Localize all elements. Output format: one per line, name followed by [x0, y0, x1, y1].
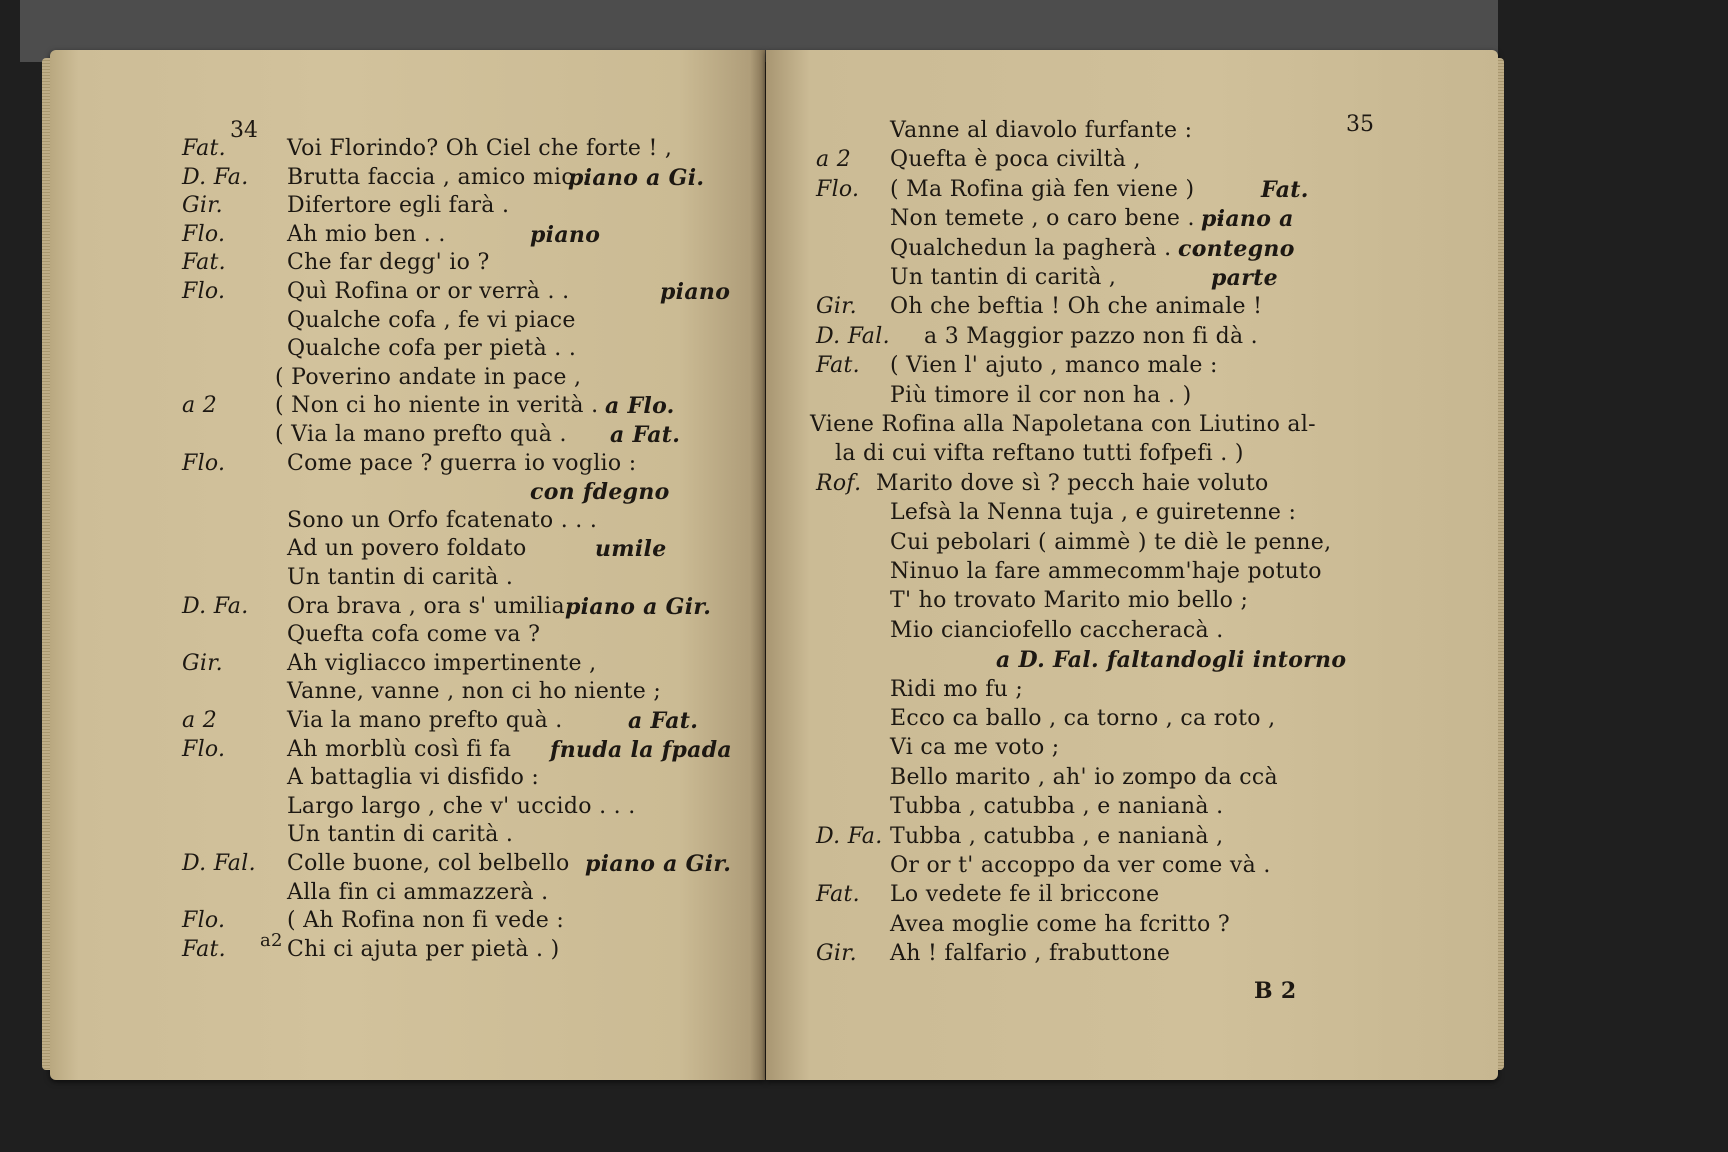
speaker-label: Flo.	[182, 450, 226, 476]
speaker-label: Flo.	[182, 221, 226, 247]
speaker-label: Flo.	[182, 736, 226, 762]
verse-line: Ad un povero foldato	[287, 536, 527, 562]
speaker-label: D. Fa.	[182, 593, 249, 619]
right-page-edge	[1498, 58, 1504, 1070]
stage-direction: fnuda la fpada	[550, 736, 732, 763]
verse-line: Brutta faccia , amico mio .	[287, 164, 590, 190]
verse-line: Ninuo la fare ammecomm'haje potuto	[890, 559, 1322, 584]
verse-line: ( Poverino andate in pace ,	[275, 364, 582, 390]
speaker-label: Fat.	[182, 250, 226, 276]
stage-direction: piano a Gir.	[565, 593, 712, 620]
verse-line: Oh che beftia ! Oh che animale !	[890, 294, 1263, 320]
verse-line: Vanne al diavolo furfante :	[890, 118, 1193, 143]
speaker-label: D. Fa.	[816, 823, 883, 849]
stage-direction: a Flo.	[605, 393, 675, 420]
verse-line: Tubba , catubba , e nanianà ,	[890, 823, 1224, 849]
verse-line: Lo vedete fe il briccone	[890, 882, 1160, 908]
verse-line: Ah morblù così fi fa	[287, 736, 512, 762]
verse-line: Ecco ca ballo , ca torno , ca roto ,	[890, 706, 1276, 731]
verse-line: Via la mano prefto quà .	[287, 708, 563, 733]
verse-line: Vi ca me voto ;	[890, 735, 1060, 761]
verse-line: Chi ci ajuta per pietà . )	[287, 936, 560, 962]
verse-line: Alla fin ci ammazzerà .	[287, 879, 549, 905]
verse-line: Quì Rofina or or verrà . .	[287, 279, 570, 304]
verse-line: Un tantin di carità ,	[890, 265, 1117, 290]
verse-line: Ora brava , ora s' umilia	[287, 593, 565, 619]
stage-direction: contegno	[1178, 235, 1295, 262]
verse-line: Tubba , catubba , e nanianà .	[890, 794, 1224, 820]
stage-direction: umile	[595, 536, 667, 563]
speaker-label: Gir.	[816, 294, 857, 320]
speaker-label: Fat.	[816, 353, 860, 379]
speaker-label: Fat.	[182, 136, 226, 161]
verse-line: Ridi mo fu ;	[890, 676, 1024, 702]
verse-line: ( Vien l' ajuto , manco male :	[890, 353, 1218, 379]
right-page	[766, 50, 1498, 1080]
verse-line: Qualchedun la pagherà . . .	[890, 235, 1201, 261]
verse-line: a 3 Maggior pazzo non fi dà .	[924, 323, 1258, 349]
verse-line: A battaglia vi disfido :	[287, 765, 540, 791]
speaker-label: Gir.	[816, 941, 857, 967]
verse-line: Sono un Orfo fcatenato . . .	[287, 507, 598, 533]
speaker-label: D. Fa.	[182, 164, 249, 190]
a2-mark: a2	[260, 930, 283, 951]
stage-direction: Fat.	[1261, 176, 1309, 203]
speaker-label: Rof.	[816, 470, 862, 496]
verse-line: Difertore egli farà .	[287, 193, 510, 219]
verse-line: Marito dove sì ? pecch haie voluto	[876, 470, 1269, 496]
verse-line: Un tantin di carità .	[287, 565, 514, 590]
speaker-label: Fat.	[816, 882, 860, 908]
verse-line: Quefta è poca civiltà ,	[890, 147, 1141, 173]
verse-line: Qualche cofa , fe vi piace	[287, 307, 576, 333]
speaker-label: Flo.	[816, 176, 860, 202]
speaker-label: Fat.	[182, 936, 226, 962]
verse-line: ( Non ci ho niente in verità .	[275, 393, 599, 419]
signature-mark: B 2	[1254, 978, 1297, 1004]
verse-line: Avea moglie come ha fcritto ?	[890, 911, 1230, 937]
speaker-label: a 2	[182, 393, 218, 419]
verse-line: Colle buone, col belbello	[287, 851, 570, 876]
verse-line: ( Via la mano prefto quà .	[275, 422, 567, 447]
open-book	[50, 50, 1450, 1085]
verse-line: Che far degg' io ?	[287, 250, 490, 276]
right-page-number: 35	[1346, 112, 1374, 137]
stage-direction: piano a	[1201, 206, 1294, 233]
verse-line: Bello marito , ah' io zompo da ccà	[890, 764, 1278, 790]
verse-line: Qualche cofa per pietà . .	[287, 336, 577, 362]
verse-line: Viene Rofina alla Napoletana con Liutino al-	[810, 412, 1316, 437]
verse-line: Mio cianciofello caccheracà .	[890, 617, 1224, 643]
verse-line: Ah ! falfario , frabuttone	[890, 941, 1171, 967]
verse-line: Lefsà la Nenna tuja , e guiretenne :	[890, 500, 1297, 526]
verse-line: ( Ah Rofina non fi vede :	[287, 908, 565, 934]
verse-line: Non temete , o caro bene . . -	[890, 206, 1225, 232]
verse-line: T' ho trovato Marito mio bello ;	[890, 588, 1249, 614]
stage-direction: parte	[1211, 265, 1278, 291]
verse-line: Un tantin di carità .	[287, 822, 514, 848]
verse-line: Cui pebolari ( aimmè ) te diè le penne,	[890, 529, 1332, 555]
stage-direction: a D. Fal. faltandogli intorno	[996, 647, 1347, 674]
verse-line: Quefta cofa come va ?	[287, 622, 541, 648]
verse-line: la di cui vifta reftano tutti fofpefi . )	[835, 441, 1244, 467]
verse-line: ( Ma Rofina già fen viene )	[890, 176, 1195, 202]
speaker-label: Flo.	[182, 279, 226, 304]
stage-direction: piano a Gi.	[568, 164, 705, 191]
verse-line: Ah mio ben . .	[287, 221, 446, 247]
speaker-label: D. Fal.	[816, 323, 890, 349]
speaker-label: Gir.	[182, 193, 223, 219]
verse-line: Voi Florindo? Oh Ciel che forte ! ,	[287, 136, 673, 161]
left-page-edge	[42, 58, 50, 1070]
stage-direction: piano	[660, 279, 731, 305]
stage-direction: piano	[530, 221, 601, 248]
verse-line: Come pace ? guerra io voglio :	[287, 450, 637, 476]
verse-line: Largo largo , che v' uccido . . .	[287, 793, 636, 819]
speaker-label: Flo.	[182, 908, 226, 934]
speaker-label: Gir.	[182, 650, 223, 676]
stage-direction: a Fat.	[628, 708, 699, 734]
speaker-label: a 2	[816, 147, 852, 173]
verse-line: Or or t' accoppo da ver come và .	[890, 853, 1271, 878]
verse-line: Più timore il cor non ha . )	[890, 382, 1192, 408]
speaker-label: a 2	[182, 708, 218, 733]
stage-direction: con fdegno	[530, 479, 670, 506]
stage-direction: piano a Gir.	[585, 851, 732, 877]
verse-line: Vanne, vanne , non ci ho niente ;	[287, 679, 662, 705]
speaker-label: D. Fal.	[182, 851, 256, 876]
verse-line: Ah vigliacco impertinente ,	[287, 650, 597, 676]
left-page-number: 34	[230, 118, 258, 143]
left-page	[50, 50, 765, 1080]
stage-direction: a Fat.	[610, 422, 681, 448]
